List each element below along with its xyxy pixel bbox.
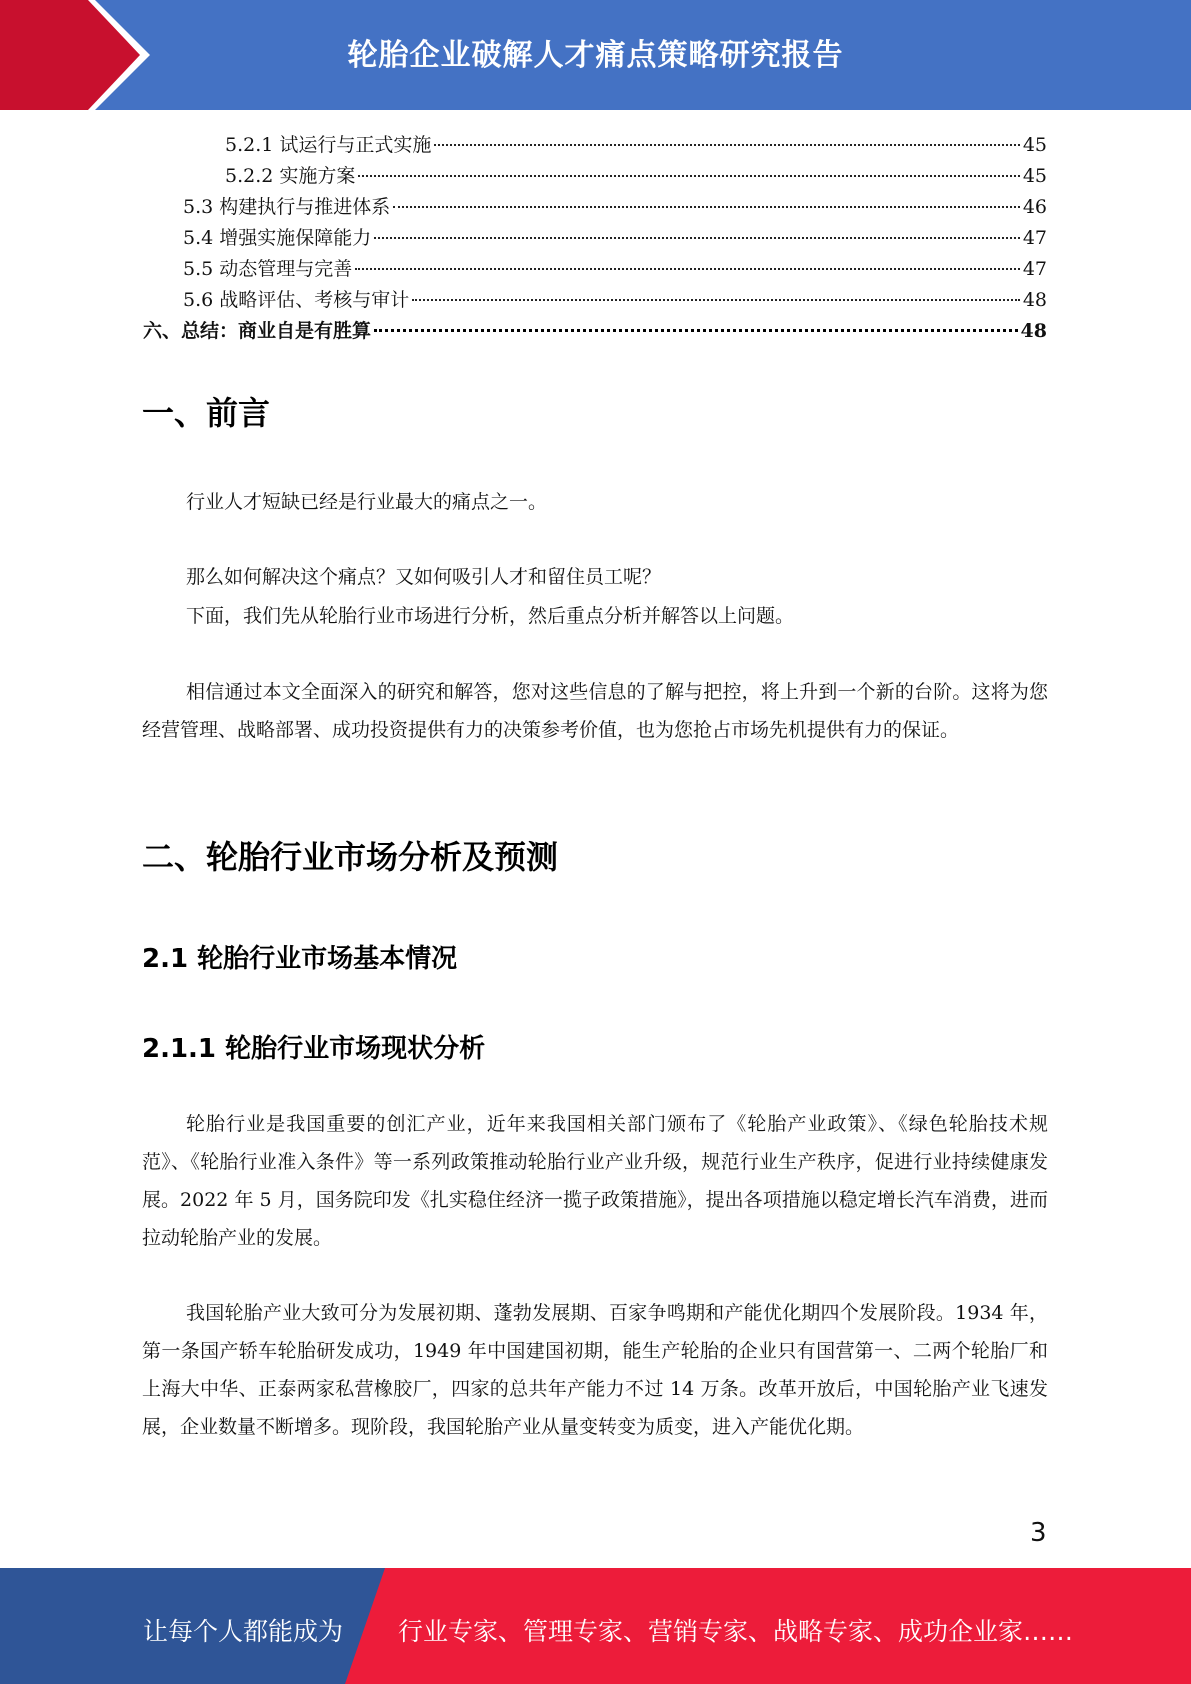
toc-page: 48 <box>1022 289 1047 311</box>
toc-leader <box>355 268 1020 270</box>
toc-leader <box>434 144 1019 146</box>
body-paragraph: 轮胎行业是我国重要的创汇产业，近年来我国相关部门颁布了《轮胎产业政策》、《绿色轮胎技术规范》、《轮胎行业准入条件》等一系列政策推动轮胎行业产业升级，规范行业生产秩序，促进行业持续健康发展。2022 年 5 月，国务院印发《扎实稳住经济一揽子政策措施》，提出各项措施以稳定增长汽车消费，进而拉动轮胎产业的发展。 <box>142 1113 1048 1249</box>
page-number: 3 <box>1030 1518 1047 1548</box>
toc-page: 48 <box>1020 320 1047 342</box>
toc-label: 5.2.1 试运行与正式实施 <box>225 134 432 156</box>
toc-label: 5.4 增强实施保障能力 <box>183 227 372 249</box>
toc-label: 5.6 战略评估、考核与审计 <box>183 289 410 311</box>
footer-slogan-right: 行业专家、管理专家、营销专家、战略专家、成功企业家…… <box>398 1617 1074 1646</box>
toc-entry[interactable] <box>143 316 1047 347</box>
toc-entry[interactable] <box>143 161 1047 192</box>
toc-label: 六、总结：商业自是有胜算 <box>143 320 372 342</box>
body-paragraph: 下面，我们先从轮胎行业市场进行分析，然后重点分析并解答以上问题。 <box>186 605 795 627</box>
toc-leader <box>374 237 1020 239</box>
toc-label: 5.5 动态管理与完善 <box>183 258 353 280</box>
footer-slogan-left: 让每个人都能成为 <box>143 1617 344 1646</box>
section-heading-market-analysis: 二、轮胎行业市场分析及预测 <box>142 838 559 876</box>
toc-leader <box>374 329 1018 332</box>
toc-entry[interactable] <box>143 192 1047 223</box>
toc-page: 46 <box>1022 196 1047 218</box>
section-heading-preface: 一、前言 <box>142 394 271 432</box>
toc-label: 5.3 构建执行与推进体系 <box>183 196 391 218</box>
toc-leader <box>412 299 1020 301</box>
body-paragraph: 行业人才短缺已经是行业最大的痛点之一。 <box>186 491 548 513</box>
subsection-heading: 2.1.1 轮胎行业市场现状分析 <box>142 1034 486 1064</box>
table-of-contents <box>143 130 1047 347</box>
body-paragraph: 那么如何解决这个痛点？又如何吸引人才和留住员工呢？ <box>186 566 662 588</box>
toc-entry[interactable] <box>143 130 1047 161</box>
toc-leader <box>358 175 1019 177</box>
toc-entry[interactable] <box>143 223 1047 254</box>
body-paragraph: 相信通过本文全面深入的研究和解答，您对这些信息的了解与把控，将上升到一个新的台阶。这将为您经营管理、战略部署、成功投资提供有力的决策参考价值，也为您抢占市场先机提供有力的保证。 <box>142 681 1048 741</box>
document-title: 轮胎企业破解人才痛点策略研究报告 <box>347 38 844 73</box>
body-paragraph: 我国轮胎产业大致可分为发展初期、蓬勃发展期、百家争鸣期和产能优化期四个发展阶段。1934 年，第一条国产轿车轮胎研发成功，1949 年中国建国初期，能生产轮胎的企业只有国营第一、二两个轮胎厂和上海大中华、正泰两家私营橡胶厂，四家的总共年产能力不过 14 万条。改革开放后，中国轮胎产业飞速发展，企业数量不断增多。现阶段，我国轮胎产业从量变转变为质变，进入产能优化期。 <box>142 1302 1048 1438</box>
toc-page: 47 <box>1022 227 1047 249</box>
toc-entry[interactable] <box>143 285 1047 316</box>
toc-leader <box>393 206 1020 208</box>
subsection-heading: 2.1 轮胎行业市场基本情况 <box>142 944 458 974</box>
toc-entry[interactable] <box>143 254 1047 285</box>
toc-label: 5.2.2 实施方案 <box>225 165 356 187</box>
toc-page: 45 <box>1022 165 1047 187</box>
toc-page: 45 <box>1022 134 1047 156</box>
page-footer <box>0 1568 1191 1684</box>
page-header <box>0 0 1191 110</box>
toc-page: 47 <box>1022 258 1047 280</box>
